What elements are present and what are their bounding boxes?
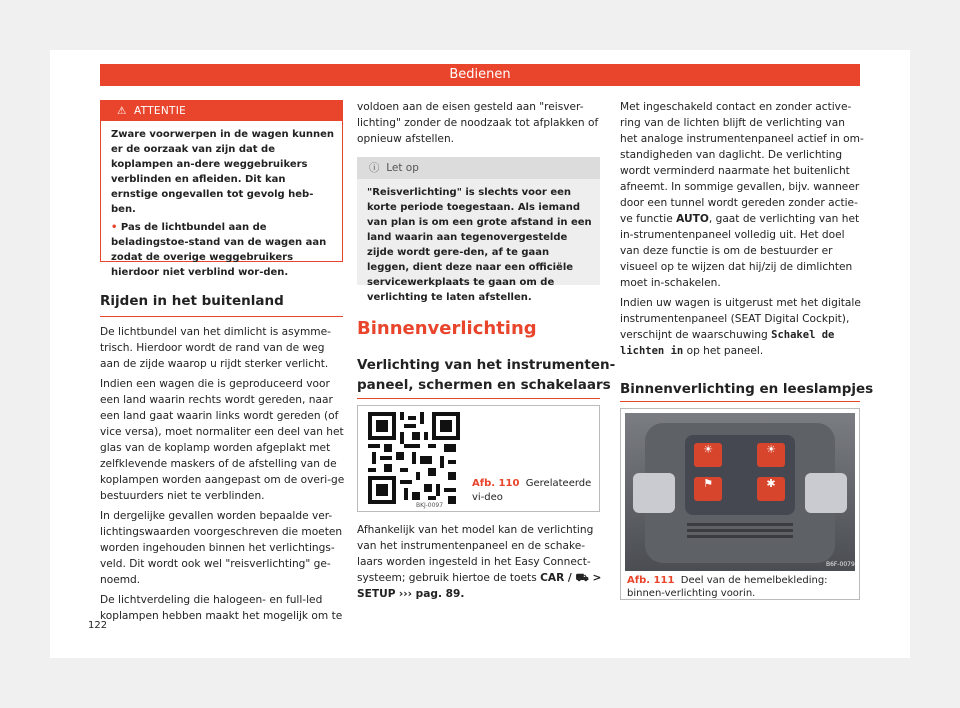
paragraph: In dergelijke gevallen worden bepaalde ver-lichtingswaarden voorgeschreven die moeten worden ingehouden binnen het verlichtings-veld. Dit wordt ook wel "reisverlichting" ge-noemd.	[100, 510, 343, 586]
note-title: Let op	[386, 162, 419, 174]
attention-bullet	[111, 220, 334, 280]
figure-caption-text: Deel van de hemelbekleding: binnen-verlichting voorin.	[627, 575, 828, 599]
main-heading: Binnenverlichting	[357, 318, 537, 339]
paragraph	[357, 522, 603, 602]
reading-light-left-icon[interactable]: ☀	[703, 443, 713, 456]
key-sequence: CAR / ⛟ > SETUP	[357, 572, 602, 600]
paragraph	[620, 295, 864, 359]
paragraph: Indien een wagen die is geproduceerd voor een land waarin rechts wordt gereden, naar een land gaat waarin links wordt gereden (of vice versa), moet normaliter een deel van het glas van de koplamp worden afgeplakt met zelfklevende maskers of de afstelling van de koplampen worden aangepast om de overi-ge bestuurders niet te verblinden.	[100, 378, 345, 502]
heading-rule	[100, 316, 343, 317]
note-box	[357, 157, 600, 303]
attention-para-2: Pas de lichtbundel aan de beladingstoe-stand van de wagen aan zodat de overige weggebruikers hierdoor niet verblind wor-den.	[111, 222, 327, 278]
column-3-text	[620, 99, 864, 363]
door-contact-icon[interactable]: ⚑	[703, 477, 713, 490]
qr-code-icon[interactable]	[368, 412, 460, 504]
section-header: Bedienen	[100, 64, 860, 86]
figure-caption-text: Gerelateerde vi-deo	[472, 478, 592, 503]
warning-message: Schakel de lichten in	[620, 329, 835, 357]
paragraph: De lichtbundel van het dimlicht is asymme-trisch. Hierdoor wordt de rand van de weg aan de zijde waarop u rijdt sterker verlicht.	[100, 326, 331, 370]
interior-light-icon[interactable]: ✱	[766, 477, 776, 490]
heading-rule	[357, 398, 600, 399]
note-header	[357, 157, 600, 179]
reading-light-right-icon[interactable]: ☀	[766, 443, 776, 456]
page-reference-link[interactable]: ››› pag. 89.	[398, 588, 465, 600]
figure-label: Afb. 110	[472, 478, 520, 489]
attention-title: ATTENTIE	[134, 105, 187, 117]
figure-110	[357, 405, 600, 512]
bullet-icon: •	[111, 222, 118, 233]
attention-header	[101, 101, 342, 121]
subheading-line-1: Verlichting van het instrumenten-	[357, 357, 616, 373]
subheading-instrument	[357, 355, 615, 395]
paragraph-text: Afhankelijk van het model kan de verlichting van het instrumentenpaneel en de schake-laars worden ingesteld in het Easy Connect-systeem; gebruik hiertoe de toets	[357, 524, 594, 584]
figure-code: B6F-0079	[826, 561, 855, 568]
paragraph: voldoen aan de eisen gesteld aan "reisver-lichting" zonder de noodzaak tot afplakken of opnieuw afstellen.	[357, 101, 599, 145]
paragraph-text: , gaat de verlichting van het in-strumentenpaneel volledig uit. Het doel van deze functie is om de bestuurder er visueel op te wijzen dat hij/zij de dimlichten moet in-schakelen.	[620, 213, 860, 289]
warning-triangle-icon: ⚠	[117, 105, 127, 117]
info-icon: ⓘ	[369, 162, 380, 174]
figure-label: Afb. 111	[627, 575, 675, 586]
column-2-top-text	[357, 99, 603, 151]
light-buttons	[625, 413, 855, 571]
figure-caption	[472, 477, 596, 505]
auto-label: AUTO	[676, 213, 709, 225]
figure-code: BKJ-0097	[416, 502, 444, 509]
figure-111	[620, 408, 860, 600]
attention-para-1: Zware voorwerpen in de wagen kunnen er de oorzaak van zijn dat de koplampen an-dere weggebruikers verblinden en afleiden. Dit kan ernstige ongevallen tot gevolg heb-ben.	[111, 129, 335, 215]
attention-body	[101, 121, 342, 280]
paragraph-text: Indien uw wagen is uitgerust met het digitale instrumentenpaneel (SEAT Digital Cockpit), verschijnt de waarschuwing	[620, 297, 861, 341]
heading-abroad: Rijden in het buitenland	[100, 293, 284, 309]
subheading-line-2: paneel, schermen en schakelaars	[357, 377, 611, 393]
page-number: 122	[88, 620, 108, 631]
attention-box	[100, 100, 343, 278]
figure-caption	[627, 574, 857, 600]
column-1-text	[100, 324, 346, 628]
paragraph-text: op het paneel.	[686, 345, 764, 357]
heading-rule	[620, 401, 860, 402]
paragraph: De lichtverdeling die halogeen- en full-led koplampen hebben maakt het mogelijk om te	[100, 594, 343, 622]
paragraph	[620, 99, 864, 291]
heading-interior-lights: Binnenverlichting en leeslampjes	[620, 381, 874, 397]
paragraph-text: Met ingeschakeld contact en zonder active-ring van de lichten blijft de verlichting van het analoge instrumentenpaneel actief in om-standigheden van daglicht. De verlichting wordt verminderd naarmate het buitenlicht afneemt. In sommige gevallen, bijv. wanneer door een tunnel wordt gereden zonder actie-ve functie	[620, 101, 864, 225]
note-body: "Reisverlichting" is slechts voor een korte periode toegestaan. Als iemand van plan is om een grote afstand in een land waarin aan tegenovergestelde zijde wordt gere-den, af te gaan leggen, dient deze naar een officiële servicewerkplaats te gaan om de verlichting te laten afstellen.	[367, 187, 592, 303]
column-2-bottom-text	[357, 522, 603, 606]
